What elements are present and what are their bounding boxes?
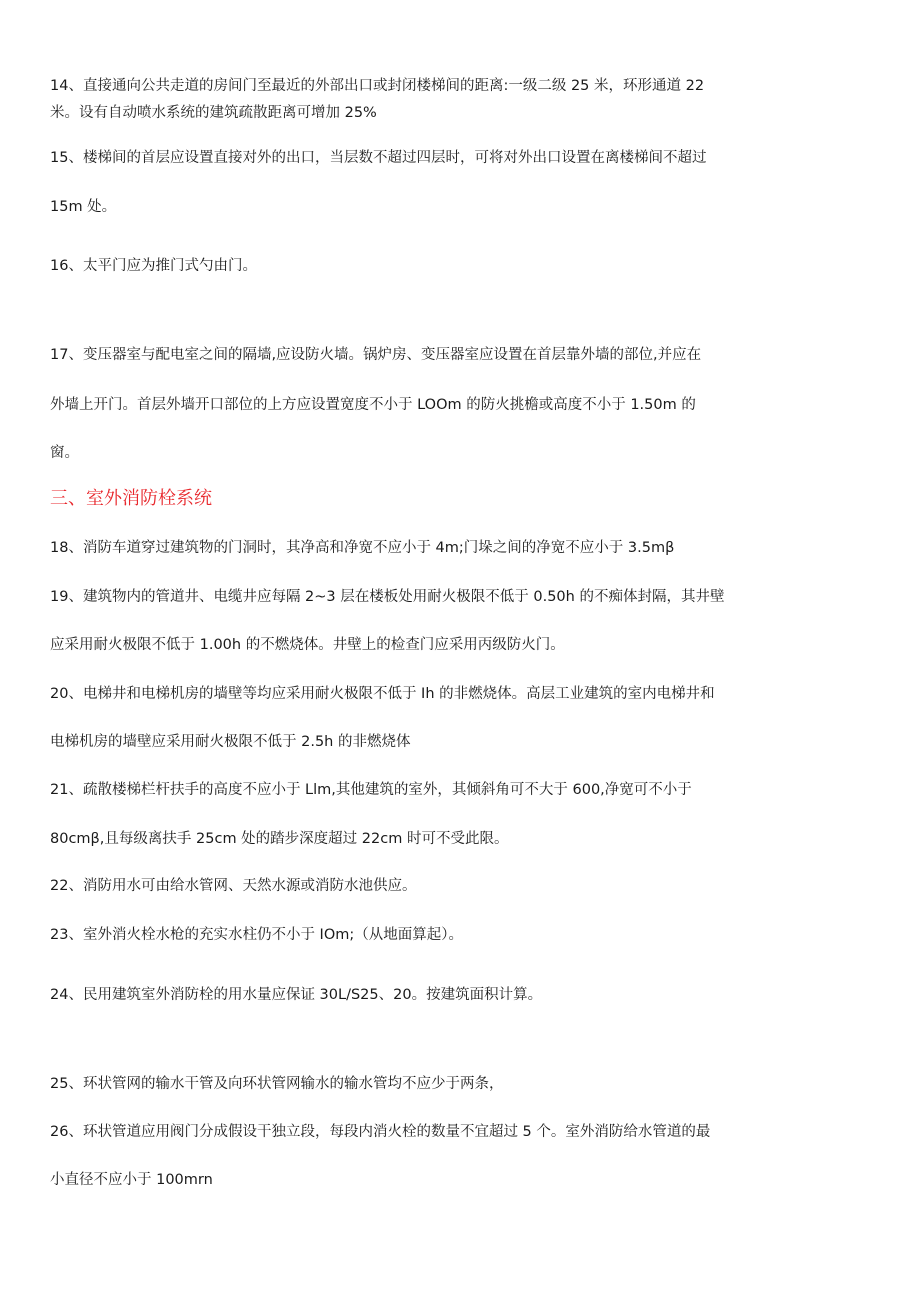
- item-24-line-1: 24、民用建筑室外消防栓的用水量应保证 30L/S25、20。按建筑面积计算。: [50, 987, 543, 1003]
- item-15-line-1: 15、楼梯间的首层应设置直接对外的出口，当层数不超过四层时，可将对外出口设置在离楼梯间不超过: [50, 150, 707, 166]
- item-21-line-1: 21、疏散楼梯栏杆扶手的高度不应小于 Llm,其他建筑的室外，其倾斜角可不大于 600,净宽可不小于: [50, 782, 692, 798]
- item-15-line-2: 15m 处。: [50, 199, 117, 215]
- item-26-line-1: 26、环状管道应用阀门分成假设干独立段，每段内消火栓的数量不宜超过 5 个。室外消防给水管道的最: [50, 1124, 711, 1140]
- item-17-line-2: 外墙上开门。首层外墙开口部位的上方应设置宽度不小于 LOOm 的防火挑檐或高度不小于 1.50m 的: [50, 397, 696, 413]
- item-25-line-1: 25、环状管网的输水干管及向环状管网输水的输水管均不应少于两条，: [50, 1076, 504, 1092]
- item-21-line-2: 80cmβ,且每级离扶手 25cm 处的踏步深度超过 22cm 时可不受此限。: [50, 831, 509, 847]
- item-19-line-1: 19、建筑物内的管道井、电缆井应每隔 2~3 层在楼板处用耐火极限不低于 0.50h 的不痴体封隔，其井壁: [50, 589, 725, 605]
- item-16-line-1: 16、太平门应为推门式勺由门。: [50, 258, 257, 274]
- item-22-line-1: 22、消防用水可由给水管网、天然水源或消防水池供应。: [50, 878, 417, 894]
- item-17-line-1: 17、变压器室与配电室之间的隔墙,应设防火墙。锅炉房、变压器室应设置在首层靠外墙的部位,并应在: [50, 347, 702, 363]
- item-14-line-2: 米。设有自动喷水系统的建筑疏散距离可增加 25%: [50, 105, 377, 121]
- item-26-line-2: 小直径不应小于 100mrn: [50, 1172, 213, 1188]
- item-17-line-3: 窗。: [50, 445, 79, 461]
- item-19-line-2: 应采用耐火极限不低于 1.00h 的不燃烧体。井壁上的检查门应采用丙级防火门。: [50, 637, 565, 653]
- item-20-line-1: 20、电梯井和电梯机房的墙壁等均应采用耐火极限不低于 Ih 的非燃烧体。高层工业建筑的室内电梯井和: [50, 686, 715, 702]
- item-14-line-1: 14、直接通向公共走道的房间门至最近的外部出口或封闭楼梯间的距离:一级二级 25 米，环形通道 22: [50, 78, 705, 94]
- item-18-line-1: 18、消防车道穿过建筑物的门洞时，其净高和净宽不应小于 4m;门垛之间的净宽不应小于 3.5mβ: [50, 540, 675, 556]
- section-heading: 三、室外消防栓系统: [50, 488, 212, 509]
- item-23-line-1: 23、室外消火栓水枪的充实水柱仍不小于 IOm;（从地面算起）。: [50, 927, 464, 943]
- item-20-line-2: 电梯机房的墙壁应采用耐火极限不低于 2.5h 的非燃烧体: [50, 734, 411, 750]
